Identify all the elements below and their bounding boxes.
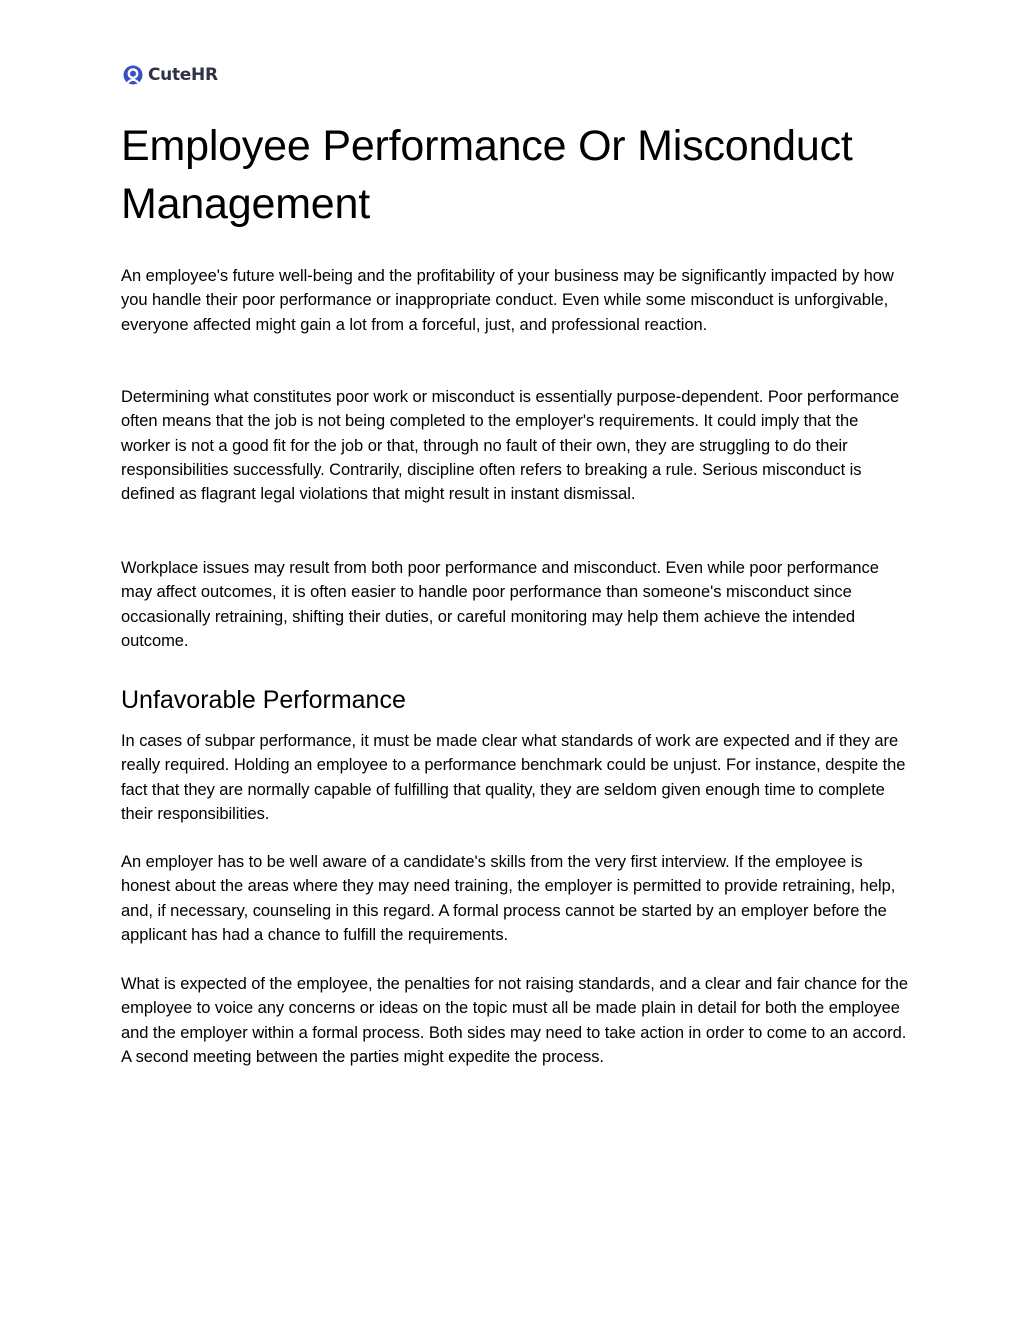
intro-paragraph: An employee's future well-being and the profitability of your business may be significantly impacted by how you handle their poor performance or inappropriate conduct. Even while some misconduct is unforgivable, everyone affected might gain a lot from a forceful, just, and professional reaction. bbox=[121, 267, 894, 334]
section-paragraph: An employer has to be well aware of a candidate's skills from the very first interview. If the employee is honest about the areas where they may need training, the employer is permitted to provide retraining, help, and, if necessary, counseling in this regard. A formal process cannot be started by an employer before the applicant has had a chance to fulfill the requirements. bbox=[121, 853, 896, 944]
intro-paragraph: Determining what constitutes poor work or misconduct is essentially purpose-dependent. Poor performance often means that the job is not being completed to the employer's requirements. It could imply that the worker is not a good fit for the job or that, through no fault of their own, they are struggling to do their responsibilities successfully. Contrarily, discipline often refers to breaking a rule. Serious misconduct is defined as flagrant legal violations that might result in instant dismissal. bbox=[121, 388, 900, 504]
section-heading: Unfavorable Performance bbox=[121, 686, 406, 714]
brand-logo bbox=[123, 63, 218, 87]
cutehr-logo-icon bbox=[123, 65, 143, 85]
section-paragraph: In cases of subpar performance, it must be made clear what standards of work are expected and if they are really required. Holding an employee to a performance benchmark could be unjust. For instance, despite the fact that they are normally capable of fulfilling that quality, they are seldom given enough time to complete their responsibilities. bbox=[121, 732, 906, 823]
section-paragraph: What is expected of the employee, the penalties for not raising standards, and a clear and fair chance for the employee to voice any concerns or ideas on the topic must all be made plain in detail for both the employee and the employer within a formal process. Both sides may need to take action in order to come to an accord. A second meeting between the parties might expedite the process. bbox=[121, 975, 908, 1066]
document-title: Employee Performance Or Misconduct Management bbox=[121, 122, 853, 228]
intro-paragraph: Workplace issues may result from both poor performance and misconduct. Even while poor performance may affect outcomes, it is often easier to handle poor performance than someone's misconduct since occasionally retraining, shifting their duties, or careful monitoring may help them achieve the intended outcome. bbox=[121, 559, 879, 650]
brand-name: CuteHR bbox=[148, 65, 218, 85]
